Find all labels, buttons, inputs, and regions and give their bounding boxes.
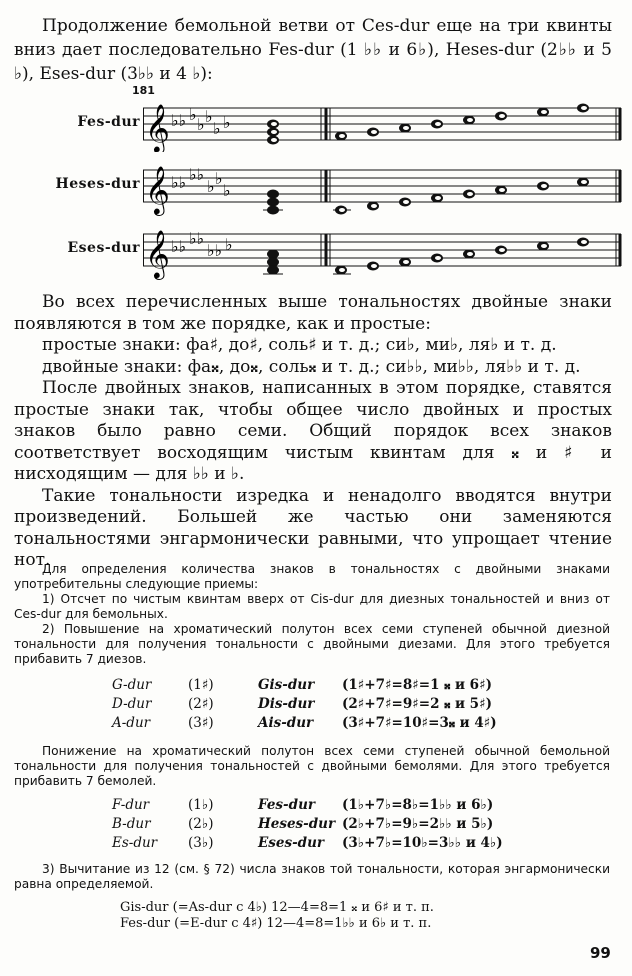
small-print-flats	[14, 744, 610, 789]
scale-notes	[335, 104, 589, 141]
svg-text:♭♭: ♭♭	[189, 165, 205, 184]
svg-text:♭♭: ♭♭	[171, 111, 187, 130]
svg-text:♭: ♭	[207, 177, 215, 196]
music-row-label: Eses-dur	[67, 240, 140, 256]
calc-cell: (2♭+7♭=9♭=2♭♭ и 5♭)	[342, 816, 494, 832]
svg-text:♭: ♭	[215, 169, 223, 188]
scale-notes	[335, 178, 589, 215]
small-paragraph: 1) Отсчет по чистым квинтам вверх от Cis-dur для диезных тональностей и вниз от Ces-dur для бемольных.	[14, 592, 610, 621]
example-line-2: Fes-dur (=E-dur с 4♯) 12—4=8=1♭♭ и 6♭ и т. п.	[120, 916, 432, 931]
small-paragraph: Понижение на хроматический полутон всех семи ступеней обычной бемольной тональности для получения тональностей с двойными бемолями. Для этого требуется прибавить 7 бемолей.	[14, 744, 610, 788]
count-cell: (3♭)	[188, 835, 214, 851]
key-cell: F-dur	[112, 797, 150, 813]
svg-text:♭: ♭	[189, 105, 197, 124]
key2-cell: Ais-dur	[258, 715, 314, 731]
key-cell: A-dur	[112, 715, 151, 731]
small-print-subtraction	[14, 862, 610, 892]
table-row	[112, 676, 503, 695]
small-paragraph: Для определения количества знаков в тональностях с двойными знаками употребительны следующие приемы:	[14, 562, 610, 591]
key-cell: B-dur	[112, 816, 151, 832]
count-cell: (2♯)	[188, 696, 214, 712]
treble-clef-icon: 𝄞	[145, 103, 170, 152]
table-row	[112, 796, 509, 815]
music-staff	[143, 96, 623, 152]
svg-text:♭♭: ♭♭	[171, 173, 187, 192]
paragraph-double-signs: Во всех перечисленных выше тональностях двойные знаки появляются в том же порядке, как и простые:	[14, 292, 612, 334]
small-print-intro	[14, 562, 610, 667]
key2-cell: Gis-dur	[258, 677, 315, 693]
table-row	[112, 714, 503, 733]
chord-notes	[267, 120, 279, 145]
table-row	[112, 695, 503, 714]
svg-text:♭: ♭	[225, 235, 233, 254]
scale-notes	[335, 238, 589, 275]
key2-cell: Dis-dur	[258, 696, 315, 712]
simple-signs-line: простые знаки: фа♯, до♯, соль♯ и т. д.; си♭, ми♭, ля♭ и т. д.	[42, 335, 557, 355]
key2-cell: Fes-dur	[258, 797, 316, 813]
svg-text:♭: ♭	[223, 181, 231, 200]
calc-cell: (3♭+7♭=10♭=3♭♭ и 4♭)	[342, 835, 503, 851]
table-row	[112, 815, 509, 834]
double-signs-line: двойные знаки: фа𝄪, до𝄪, соль𝄪 и т. д.; си♭♭, ми♭♭, ля♭♭ и т. д.	[42, 356, 581, 377]
key-cell: D-dur	[112, 696, 152, 712]
example-line-1: Gis-dur (=As-dur с 4♭) 12—4=8=1 𝄪 и 6♯ и т. п.	[120, 900, 434, 915]
count-cell: (2♭)	[188, 816, 214, 832]
calc-cell: (3♯+7♯=10♯=3𝄪 и 4♯)	[342, 715, 497, 731]
music-row-eses-dur	[10, 222, 622, 278]
svg-text:♭♭: ♭♭	[189, 229, 205, 248]
paragraph-sign-order: После двойных знаков, написанных в этом порядке, ставятся простые знаки так, чтобы общее число двойных и простых знаков было равно семи. Общий порядок всех знаков соответствует восходящим чистым квинтам для 𝄪 и ♯ и нисходящим — для ♭♭ и ♭.	[14, 378, 612, 484]
key2-cell: Eses-dur	[258, 835, 325, 851]
table-row	[112, 834, 509, 853]
key-signature-flats	[171, 105, 231, 138]
svg-text:♭: ♭	[223, 113, 231, 132]
calc-cell: (2♯+7♯=9♯=2 𝄪 и 5♯)	[342, 696, 492, 712]
small-paragraph: 2) Повышение на хроматический полутон всех семи ступеней обычной диезной тональности для получения тональности с двойными диезами. Для этого требуется прибавить 7 диезов.	[14, 622, 610, 666]
calc-cell: (1♯+7♯=8♯=1 𝄪 и 6♯)	[342, 677, 492, 693]
music-row-heses-dur	[10, 158, 622, 214]
svg-text:♭: ♭	[205, 107, 213, 126]
music-staff	[143, 158, 623, 220]
count-cell: (1♯)	[188, 677, 214, 693]
chord-notes	[267, 250, 279, 275]
svg-text:♭: ♭	[197, 115, 205, 134]
music-row-fes-dur	[10, 96, 622, 152]
page-number: 99	[590, 944, 611, 962]
treble-clef-icon: 𝄞	[145, 165, 170, 214]
flat-keys-table	[112, 796, 509, 853]
paragraph-enharmonic: Такие тональности изредка и ненадолго вводятся внутри произведений. Большей же частью они заменяются тональностями энгармонически равными, что упрощает чтение нот.	[14, 485, 612, 570]
body-text	[14, 292, 612, 572]
chord-notes	[267, 190, 279, 215]
example-number: 181	[132, 84, 155, 97]
svg-text:♭: ♭	[213, 119, 221, 138]
key-cell: Es-dur	[112, 835, 158, 851]
intro-text: Продолжение бемольной ветви от Ces-dur еще на три квинты вниз дает последовательно Fes-dur (1 ♭♭ и 6♭), Heses-dur (2♭♭ и 5 ♭), Eses-dur (3♭♭ и 4 ♭):	[14, 16, 612, 84]
intro-paragraph	[14, 14, 612, 86]
svg-text:♭♭: ♭♭	[171, 237, 187, 256]
count-cell: (3♯)	[188, 715, 214, 731]
count-cell: (1♭)	[188, 797, 214, 813]
treble-clef-icon: 𝄞	[145, 229, 170, 278]
svg-text:♭♭: ♭♭	[207, 241, 223, 260]
music-row-label: Heses-dur	[55, 176, 140, 192]
sharp-keys-table	[112, 676, 503, 733]
music-row-label: Fes-dur	[77, 114, 140, 130]
music-staff	[143, 222, 623, 286]
calc-cell: (1♭+7♭=8♭=1♭♭ и 6♭)	[342, 797, 494, 813]
small-paragraph: 3) Вычитание из 12 (см. § 72) числа знаков той тональности, которая энгармонически равна определяемой.	[14, 862, 610, 891]
key-cell: G-dur	[112, 677, 152, 693]
key2-cell: Heses-dur	[258, 816, 336, 832]
